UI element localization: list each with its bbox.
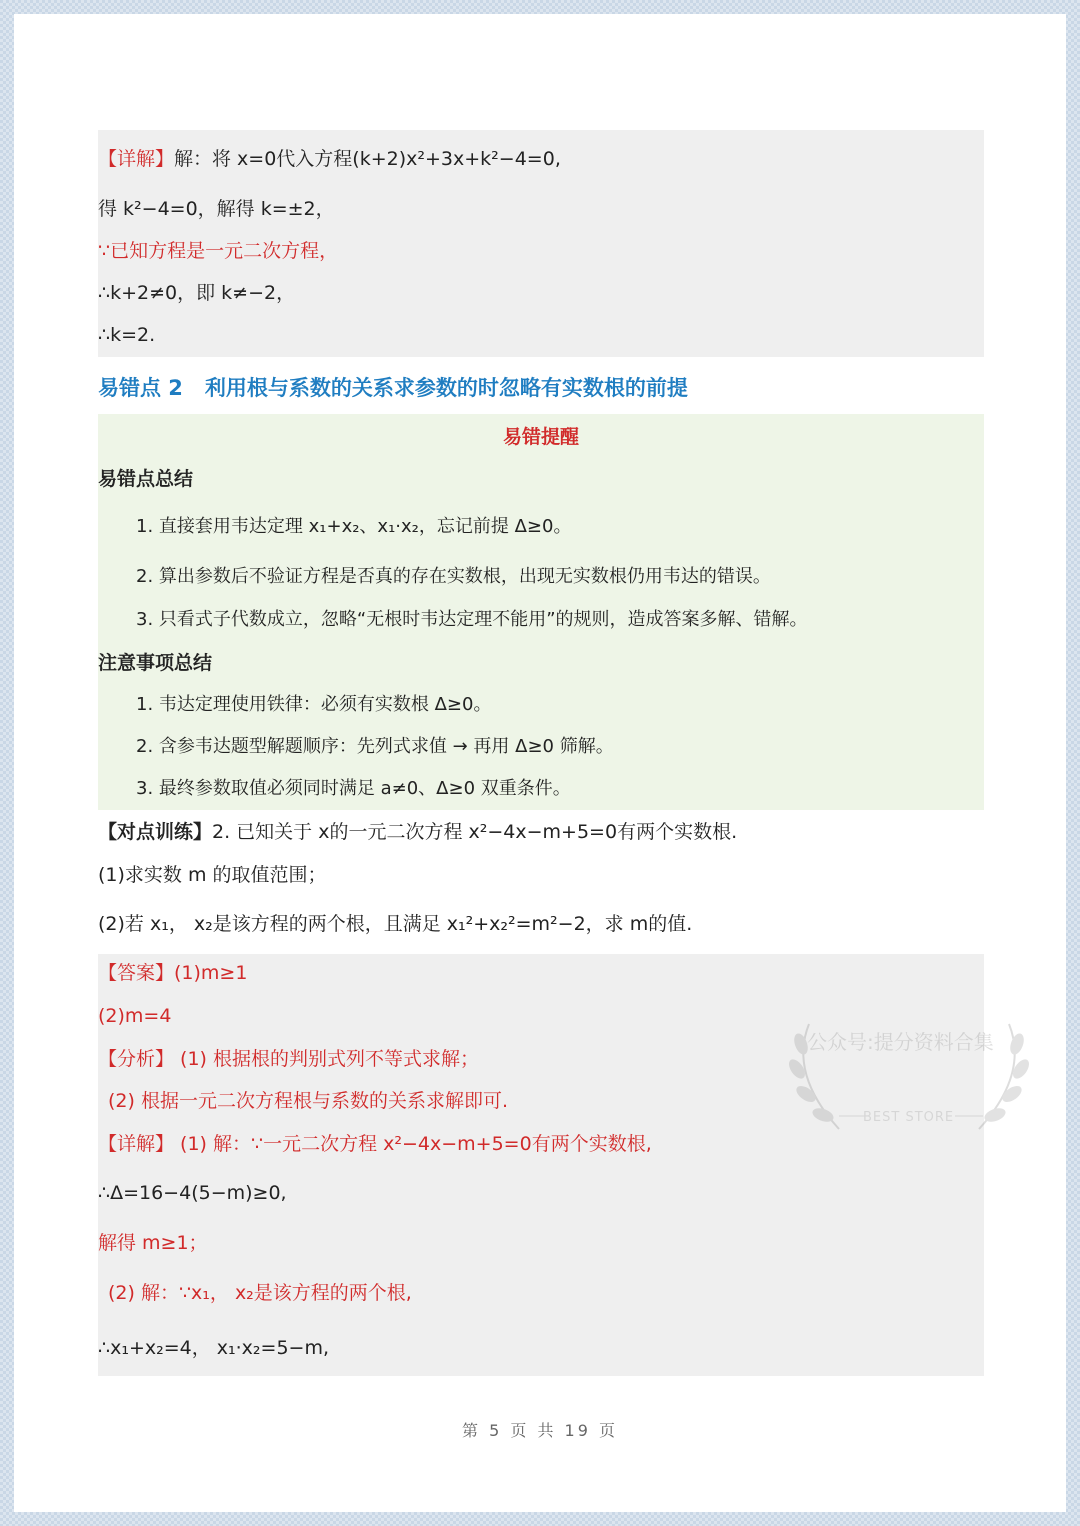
section-heading: 易错点 2 利用根与系数的关系求参数的时忽略有实数根的前提 bbox=[98, 376, 688, 400]
solution-line-3: ∵已知方程是一元二次方程， bbox=[98, 240, 339, 262]
answer-line-2: (2)m=4 bbox=[98, 1005, 172, 1027]
watermark bbox=[779, 1014, 1039, 1144]
analysis-line-2: (2) 根据一元二次方程根与系数的关系求解即可. bbox=[108, 1090, 508, 1112]
exercise-question-1: (1)求实数 m 的取值范围； bbox=[98, 864, 327, 886]
detail-line-1: 【详解】 (1) 解：∵一元二次方程 x²−4x−m+5=0有两个实数根, bbox=[98, 1133, 652, 1155]
reminder-title: 易错提醒 bbox=[502, 426, 579, 448]
detail-line-3: 解得 m≥1； bbox=[98, 1232, 208, 1254]
solution-line-2: 得 k²−4=0，解得 k=±2， bbox=[98, 198, 335, 220]
solution-line-1: 【详解】解：将 x=0代入方程(k+2)x²+3x+k²−4=0, bbox=[98, 148, 561, 170]
notes-item-3: 3. 最终参数取值必须同时满足 a≠0、Δ≥0 双重条件。 bbox=[136, 778, 571, 799]
solution-line-5: ∴k=2. bbox=[98, 324, 156, 346]
document-page bbox=[14, 14, 1066, 1512]
analysis-line-1: 【分析】 (1) 根据根的判别式列不等式求解； bbox=[98, 1048, 479, 1070]
notes-item-2: 2. 含参韦达题型解题顺序：先列式求值 → 再用 Δ≥0 筛解。 bbox=[136, 736, 614, 757]
summary-item-2: 2. 算出参数后不验证方程是否真的存在实数根，出现无实数根仍用韦达的错误。 bbox=[136, 566, 771, 587]
summary-item-1: 1. 直接套用韦达定理 x₁+x₂、x₁·x₂，忘记前提 Δ≥0。 bbox=[136, 516, 572, 537]
watermark-subtext: BEST STORE bbox=[863, 1110, 955, 1125]
summary-heading: 易错点总结 bbox=[98, 468, 194, 490]
summary-item-3: 3. 只看式子代数成立，忽略“无根时韦达定理不能用”的规则，造成答案多解、错解。 bbox=[136, 609, 808, 630]
exercise-question-2: (2)若 x₁， x₂是该方程的两个根，且满足 x₁²+x₂²=m²−2，求 m的值. bbox=[98, 913, 693, 935]
detail-line-5: ∴x₁+x₂=4， x₁·x₂=5−m, bbox=[98, 1337, 330, 1359]
detail-line-4: (2) 解：∵x₁， x₂是该方程的两个根, bbox=[108, 1282, 412, 1304]
notes-heading: 注意事项总结 bbox=[98, 652, 213, 674]
watermark-text: 公众号:提分资料合集 bbox=[807, 1030, 994, 1054]
solution-line-4: ∴k+2≠0，即 k≠−2， bbox=[98, 282, 296, 304]
exercise-statement: 【对点训练】2. 已知关于 x的一元二次方程 x²−4x−m+5=0有两个实数根. bbox=[98, 821, 738, 843]
answer-line-1: 【答案】(1)m≥1 bbox=[98, 962, 248, 984]
detail-line-2: ∴Δ=16−4(5−m)≥0, bbox=[98, 1182, 287, 1204]
page-footer: 第 5 页 共 19 页 bbox=[462, 1421, 618, 1440]
notes-item-1: 1. 韦达定理使用铁律：必须有实数根 Δ≥0。 bbox=[136, 694, 492, 715]
